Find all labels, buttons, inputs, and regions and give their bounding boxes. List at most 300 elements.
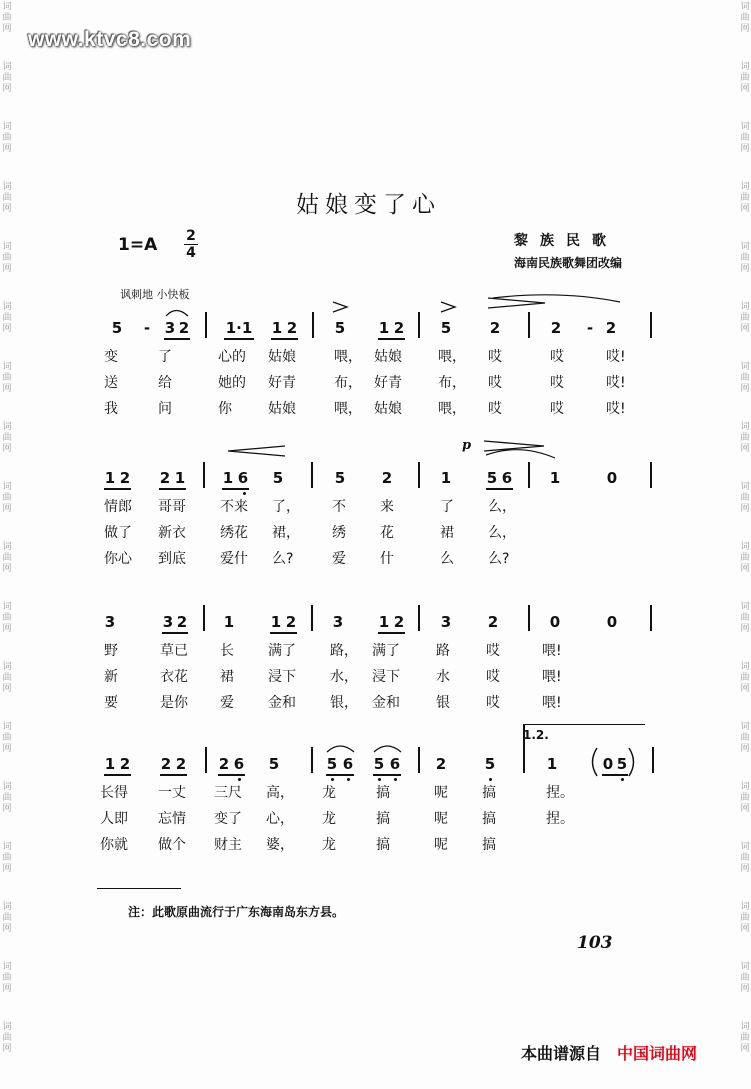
source-credit <box>521 1041 697 1064</box>
lyric: 新衣 <box>158 525 186 541</box>
lyric: 满了 <box>372 643 400 659</box>
lyric: 布， <box>334 375 362 391</box>
lyric: 要 <box>104 695 118 711</box>
lyric: 哎 <box>486 669 500 685</box>
lyric: 不来 <box>220 499 248 515</box>
note: 2 <box>489 319 501 337</box>
side-watermark-char: 曲 <box>740 313 750 323</box>
lyric: 爱 <box>332 551 346 567</box>
note: 1 <box>174 469 186 487</box>
side-watermark-char: 网 <box>2 804 12 814</box>
side-watermark-char: 曲 <box>2 493 12 503</box>
side-watermark-char: 曲 <box>2 373 12 383</box>
side-watermark-char: 词 <box>2 422 12 432</box>
side-watermark-char: 曲 <box>2 733 12 743</box>
note: 5 <box>326 755 338 773</box>
lyric: 人即 <box>100 811 128 827</box>
note: 5 <box>111 319 123 337</box>
side-watermark-char: 曲 <box>740 13 750 23</box>
note: 1 <box>270 613 282 631</box>
note: 3 <box>332 613 344 631</box>
side-watermark-char: 曲 <box>740 973 750 983</box>
side-watermark-char: 词 <box>2 1022 12 1032</box>
note: 1 <box>222 469 234 487</box>
lyric: 送 <box>104 375 118 391</box>
note: 5 <box>484 755 496 773</box>
side-watermark-char: 词 <box>740 122 750 132</box>
side-watermark-char: 词 <box>2 962 12 972</box>
side-watermark-char: 曲 <box>2 193 12 203</box>
lyric: 忘情 <box>158 811 186 827</box>
lyric: 搞 <box>376 811 390 827</box>
lyric: 捏。 <box>546 811 574 827</box>
lyric: 哎 <box>550 401 564 417</box>
note: 2 <box>176 613 188 631</box>
side-watermark-char: 网 <box>2 564 12 574</box>
side-watermark-char: 网 <box>2 204 12 214</box>
note: 2 <box>119 755 131 773</box>
side-watermark-char: 曲 <box>740 133 750 143</box>
accent-mark <box>333 302 347 312</box>
lyric: 喂! <box>542 695 562 711</box>
lyric: 喂! <box>542 669 562 685</box>
slur <box>486 450 555 458</box>
lyric: 喂， <box>438 349 466 365</box>
lyric: 金和 <box>372 695 400 711</box>
note: 6 <box>501 469 513 487</box>
side-watermark-char: 词 <box>740 602 750 612</box>
side-watermark-char: 网 <box>2 324 12 334</box>
lyric: 裙 <box>220 669 234 685</box>
side-watermark-char: 词 <box>2 842 12 852</box>
side-watermark-char: 网 <box>740 264 750 274</box>
side-watermark-char: 曲 <box>2 973 12 983</box>
note: 2 <box>119 469 131 487</box>
time-bottom: 4 <box>186 245 196 261</box>
note: 1 <box>378 613 390 631</box>
arranger: 海南民族歌舞团改编 <box>514 256 623 270</box>
note: 3 <box>162 613 174 631</box>
lyric: 哥哥 <box>158 499 186 515</box>
lyric: 情郎 <box>104 499 132 515</box>
side-watermark-char: 网 <box>740 444 750 454</box>
lyric: 哎 <box>550 349 564 365</box>
lyric: 了 <box>158 349 172 365</box>
note: 2 <box>435 755 447 773</box>
lyric: 搞 <box>482 837 496 853</box>
side-watermark-char: 词 <box>2 182 12 192</box>
side-watermark-char: 词 <box>740 962 750 972</box>
note: 0 <box>606 613 618 631</box>
footnote-rule <box>97 888 181 889</box>
lyric: 哎 <box>486 643 500 659</box>
side-watermark-char: 网 <box>2 1044 12 1054</box>
lyric: 水 <box>436 669 450 685</box>
side-watermark-char: 网 <box>740 204 750 214</box>
slur <box>327 746 354 752</box>
lyric: 做个 <box>158 837 186 853</box>
side-watermark-char: 曲 <box>2 313 12 323</box>
song-source: 黎族民歌 <box>514 233 618 249</box>
lyric: 姑娘 <box>374 349 402 365</box>
note: 2 <box>393 613 405 631</box>
note: 2 <box>605 319 617 337</box>
side-watermark-char: 词 <box>2 2 12 12</box>
lyric: 哎 <box>488 375 502 391</box>
side-watermark-char: 网 <box>2 444 12 454</box>
side-watermark-char: 网 <box>2 624 12 634</box>
side-watermark-char: 网 <box>2 84 12 94</box>
lyric: 心， <box>266 811 294 827</box>
side-watermark-char: 曲 <box>740 733 750 743</box>
site-watermark: www.ktvc8.com <box>28 28 192 51</box>
slur <box>166 311 188 317</box>
lyric: 做了 <box>104 525 132 541</box>
lyric: 喂， <box>334 349 362 365</box>
lyric: 银 <box>436 695 450 711</box>
lyric: 好青 <box>374 375 402 391</box>
note: 1 <box>104 469 116 487</box>
side-watermark-char: 曲 <box>2 553 12 563</box>
lyric: 来 <box>380 499 394 515</box>
note: 2 <box>381 469 393 487</box>
slur <box>374 746 401 752</box>
side-watermark-char: 词 <box>2 62 12 72</box>
credit-site-link[interactable]: 中国词曲网 <box>617 1044 698 1063</box>
side-watermark-char: 曲 <box>2 793 12 803</box>
side-watermark-char: 网 <box>2 504 12 514</box>
side-watermark-char: 词 <box>2 662 12 672</box>
side-watermark-char: 曲 <box>740 493 750 503</box>
side-watermark-char: 词 <box>740 662 750 672</box>
side-watermark-char: 词 <box>2 122 12 132</box>
lyric: 么 <box>440 551 454 567</box>
lyric: 问 <box>158 401 172 417</box>
side-watermark-char: 词 <box>2 302 12 312</box>
side-watermark-char: 曲 <box>740 433 750 443</box>
dynamic-mark: p <box>462 438 472 453</box>
lyric: 草已 <box>160 643 188 659</box>
lyric: 么? <box>272 551 294 567</box>
note: 6 <box>342 755 354 773</box>
lyric: 爱什 <box>220 551 248 567</box>
side-watermark-char: 词 <box>2 362 12 372</box>
lyric: 路 <box>436 643 450 659</box>
side-watermark-char: 词 <box>740 842 750 852</box>
lyric: 高， <box>266 785 294 801</box>
lyric: 是你 <box>160 695 188 711</box>
lyric: 好青 <box>268 375 296 391</box>
lyric: 变 <box>104 349 118 365</box>
lyric: 姑娘 <box>268 401 296 417</box>
lyric: 你 <box>218 401 232 417</box>
lyric: 裙 <box>440 525 454 541</box>
note: 6 <box>389 755 401 773</box>
side-watermark-char: 曲 <box>740 1033 750 1043</box>
side-watermark-char: 词 <box>740 542 750 552</box>
side-watermark-char: 词 <box>740 902 750 912</box>
side-watermark-char: 网 <box>740 744 750 754</box>
side-watermark-char: 曲 <box>740 253 750 263</box>
side-watermark-char: 网 <box>2 684 12 694</box>
note: 2 <box>286 319 298 337</box>
side-watermark-char: 词 <box>740 362 750 372</box>
note: 1·1 <box>225 319 253 337</box>
side-watermark-char: 曲 <box>2 853 12 863</box>
lyric: 什 <box>380 551 394 567</box>
side-watermark-char: 词 <box>740 182 750 192</box>
side-watermark-char: 词 <box>740 242 750 252</box>
lyric: 水， <box>330 669 358 685</box>
side-watermark-char: 曲 <box>740 553 750 563</box>
note: 5 <box>486 469 498 487</box>
lyric: 捏。 <box>546 785 574 801</box>
side-watermark-char: 词 <box>740 1022 750 1032</box>
lyric: 爱 <box>220 695 234 711</box>
lyric: 婆， <box>266 837 294 853</box>
side-watermark-char: 词 <box>740 422 750 432</box>
lyric: 搞 <box>482 811 496 827</box>
note: 1 <box>378 319 390 337</box>
side-watermark-char: 网 <box>2 984 12 994</box>
tempo-marking: 讽刺地 小快板 <box>120 288 190 301</box>
lyric: 变了 <box>214 811 242 827</box>
lyric: 搞 <box>482 785 496 801</box>
lyric: 哎! <box>606 375 626 391</box>
side-watermark-char: 曲 <box>740 73 750 83</box>
side-watermark-char: 词 <box>2 722 12 732</box>
side-watermark-char: 网 <box>2 264 12 274</box>
lyric: 龙 <box>322 785 336 801</box>
lyric: 喂， <box>438 401 466 417</box>
side-watermark-char: 曲 <box>2 613 12 623</box>
side-watermark-char: 曲 <box>2 1033 12 1043</box>
paren-open <box>593 748 598 776</box>
side-watermark-char: 网 <box>740 984 750 994</box>
note: 2 <box>159 469 171 487</box>
crescendo-hairpin <box>228 446 285 456</box>
lyric: 哎 <box>488 401 502 417</box>
note: 1 <box>440 469 452 487</box>
note: - <box>143 319 151 337</box>
lyric: 么? <box>488 551 510 567</box>
lyric: 姑娘 <box>268 349 296 365</box>
side-watermark-char: 曲 <box>740 793 750 803</box>
lyric: 姑娘 <box>374 401 402 417</box>
note: 5 <box>268 755 280 773</box>
note: 2 <box>393 319 405 337</box>
lyric: 浸下 <box>372 669 400 685</box>
side-watermark-char: 曲 <box>740 613 750 623</box>
lyric: 花 <box>380 525 394 541</box>
side-watermark-char: 词 <box>2 242 12 252</box>
side-watermark-char: 网 <box>2 864 12 874</box>
note: 2 <box>160 755 172 773</box>
note: 5 <box>373 755 385 773</box>
note: 2 <box>285 613 297 631</box>
footnote: 注：此歌原曲流行于广东海南岛东方县。 <box>128 905 345 919</box>
side-watermark-char: 曲 <box>2 13 12 23</box>
side-watermark-char: 词 <box>740 62 750 72</box>
tie <box>493 295 620 302</box>
lyric: 么， <box>488 499 516 515</box>
lyric: 龙 <box>322 837 336 853</box>
lyric: 么， <box>488 525 516 541</box>
lyric: 到底 <box>158 551 186 567</box>
side-watermark-char: 网 <box>740 804 750 814</box>
lyric: 呢 <box>434 837 448 853</box>
lyric: 哎 <box>550 375 564 391</box>
key-signature: 1=A <box>118 235 158 255</box>
lyric: 浸下 <box>268 669 296 685</box>
note: 2 <box>487 613 499 631</box>
lyric: 搞 <box>376 785 390 801</box>
song-title: 姑娘变了心 <box>296 192 441 218</box>
lyric: 喂! <box>542 643 562 659</box>
side-watermark-char: 词 <box>2 902 12 912</box>
lyric: 衣花 <box>160 669 188 685</box>
lyric: 搞 <box>376 837 390 853</box>
lyric: 一丈 <box>158 785 186 801</box>
side-watermark-char: 网 <box>740 84 750 94</box>
side-watermark-char: 网 <box>740 564 750 574</box>
side-watermark-char: 词 <box>740 482 750 492</box>
side-watermark-char: 网 <box>740 384 750 394</box>
note: 1 <box>549 469 561 487</box>
decrescendo-hairpin <box>488 298 545 308</box>
lyric: 长 <box>220 643 234 659</box>
note: 0 <box>602 755 614 773</box>
lyric: 了， <box>272 499 300 515</box>
side-watermark-char: 网 <box>740 1044 750 1054</box>
lyric: 哎 <box>488 349 502 365</box>
side-watermark-char: 网 <box>2 24 12 34</box>
lyric: 野 <box>104 643 118 659</box>
side-watermark-char: 词 <box>740 2 750 12</box>
side-watermark-char: 网 <box>740 504 750 514</box>
credit-prefix: 本曲谱源自 <box>521 1044 602 1063</box>
lyric: 心的 <box>218 349 246 365</box>
side-watermark-char: 曲 <box>740 853 750 863</box>
side-watermark-char: 网 <box>2 144 12 154</box>
side-watermark-char: 词 <box>2 482 12 492</box>
side-watermark-char: 网 <box>740 864 750 874</box>
side-watermark-char: 网 <box>740 24 750 34</box>
lyric: 路， <box>330 643 358 659</box>
side-watermark-char: 网 <box>740 144 750 154</box>
lyric: 哎 <box>486 695 500 711</box>
lyric: 银， <box>330 695 358 711</box>
lyric: 新 <box>104 669 118 685</box>
note: 0 <box>606 469 618 487</box>
note: 2 <box>178 319 190 337</box>
lyric: 哎! <box>606 349 626 365</box>
side-watermark-char: 词 <box>2 602 12 612</box>
lyric: 呢 <box>434 785 448 801</box>
lyric: 你就 <box>100 837 128 853</box>
side-watermark-char: 词 <box>2 782 12 792</box>
note: - <box>586 319 594 337</box>
lyric: 财主 <box>214 837 242 853</box>
side-watermark-char: 网 <box>740 624 750 634</box>
lyric: 你心 <box>104 551 132 567</box>
lyric: 她的 <box>218 375 246 391</box>
page-number: 103 <box>577 933 613 953</box>
side-watermark-char: 网 <box>740 684 750 694</box>
side-watermark-char: 词 <box>740 782 750 792</box>
side-watermark-char: 词 <box>2 542 12 552</box>
note: 3 <box>440 613 452 631</box>
note: 5 <box>334 319 346 337</box>
lyric: 绣 <box>332 525 346 541</box>
side-watermark-char: 词 <box>740 722 750 732</box>
lyric: 满了 <box>268 643 296 659</box>
note: 0 <box>549 613 561 631</box>
side-watermark-char: 曲 <box>740 193 750 203</box>
paren-close <box>629 748 634 776</box>
lyric: 布， <box>438 375 466 391</box>
lyric: 给 <box>158 375 172 391</box>
side-watermark-char: 网 <box>740 324 750 334</box>
note: 1 <box>546 755 558 773</box>
side-watermark-char: 词 <box>740 302 750 312</box>
note: 3 <box>104 613 116 631</box>
lyric: 长得 <box>100 785 128 801</box>
lyric: 哎! <box>606 401 626 417</box>
side-watermark-char: 曲 <box>2 673 12 683</box>
side-watermark-char: 曲 <box>2 73 12 83</box>
lyric: 金和 <box>268 695 296 711</box>
side-watermark-char: 曲 <box>740 673 750 683</box>
side-watermark-char: 曲 <box>2 253 12 263</box>
time-top: 2 <box>186 228 196 244</box>
note: 2 <box>550 319 562 337</box>
note: 1 <box>104 755 116 773</box>
side-watermark-char: 曲 <box>740 913 750 923</box>
side-watermark-char: 网 <box>2 924 12 934</box>
note: 3 <box>164 319 176 337</box>
accent-mark <box>441 302 455 312</box>
lyric: 裙， <box>272 525 300 541</box>
note: 2 <box>175 755 187 773</box>
note: 5 <box>440 319 452 337</box>
note: 6 <box>233 755 245 773</box>
note: 1 <box>223 613 235 631</box>
side-watermark-char: 曲 <box>740 373 750 383</box>
lyric: 不 <box>332 499 346 515</box>
lyric: 了 <box>440 499 454 515</box>
note: 5 <box>334 469 346 487</box>
side-watermark-char: 网 <box>740 924 750 934</box>
lyric: 三尺 <box>214 785 242 801</box>
lyric: 龙 <box>322 811 336 827</box>
note: 5 <box>616 755 628 773</box>
ending-label: 1.2. <box>523 728 549 742</box>
lyric: 喂， <box>334 401 362 417</box>
side-watermark-char: 曲 <box>2 433 12 443</box>
note: 5 <box>272 469 284 487</box>
lyric: 绣花 <box>220 525 248 541</box>
side-watermark-char: 网 <box>2 384 12 394</box>
lyric: 呢 <box>434 811 448 827</box>
side-watermark-char: 曲 <box>2 913 12 923</box>
lyric: 我 <box>104 401 118 417</box>
note: 6 <box>237 469 249 487</box>
side-watermark-char: 网 <box>2 744 12 754</box>
note: 2 <box>218 755 230 773</box>
side-watermark-char: 曲 <box>2 133 12 143</box>
note: 1 <box>271 319 283 337</box>
